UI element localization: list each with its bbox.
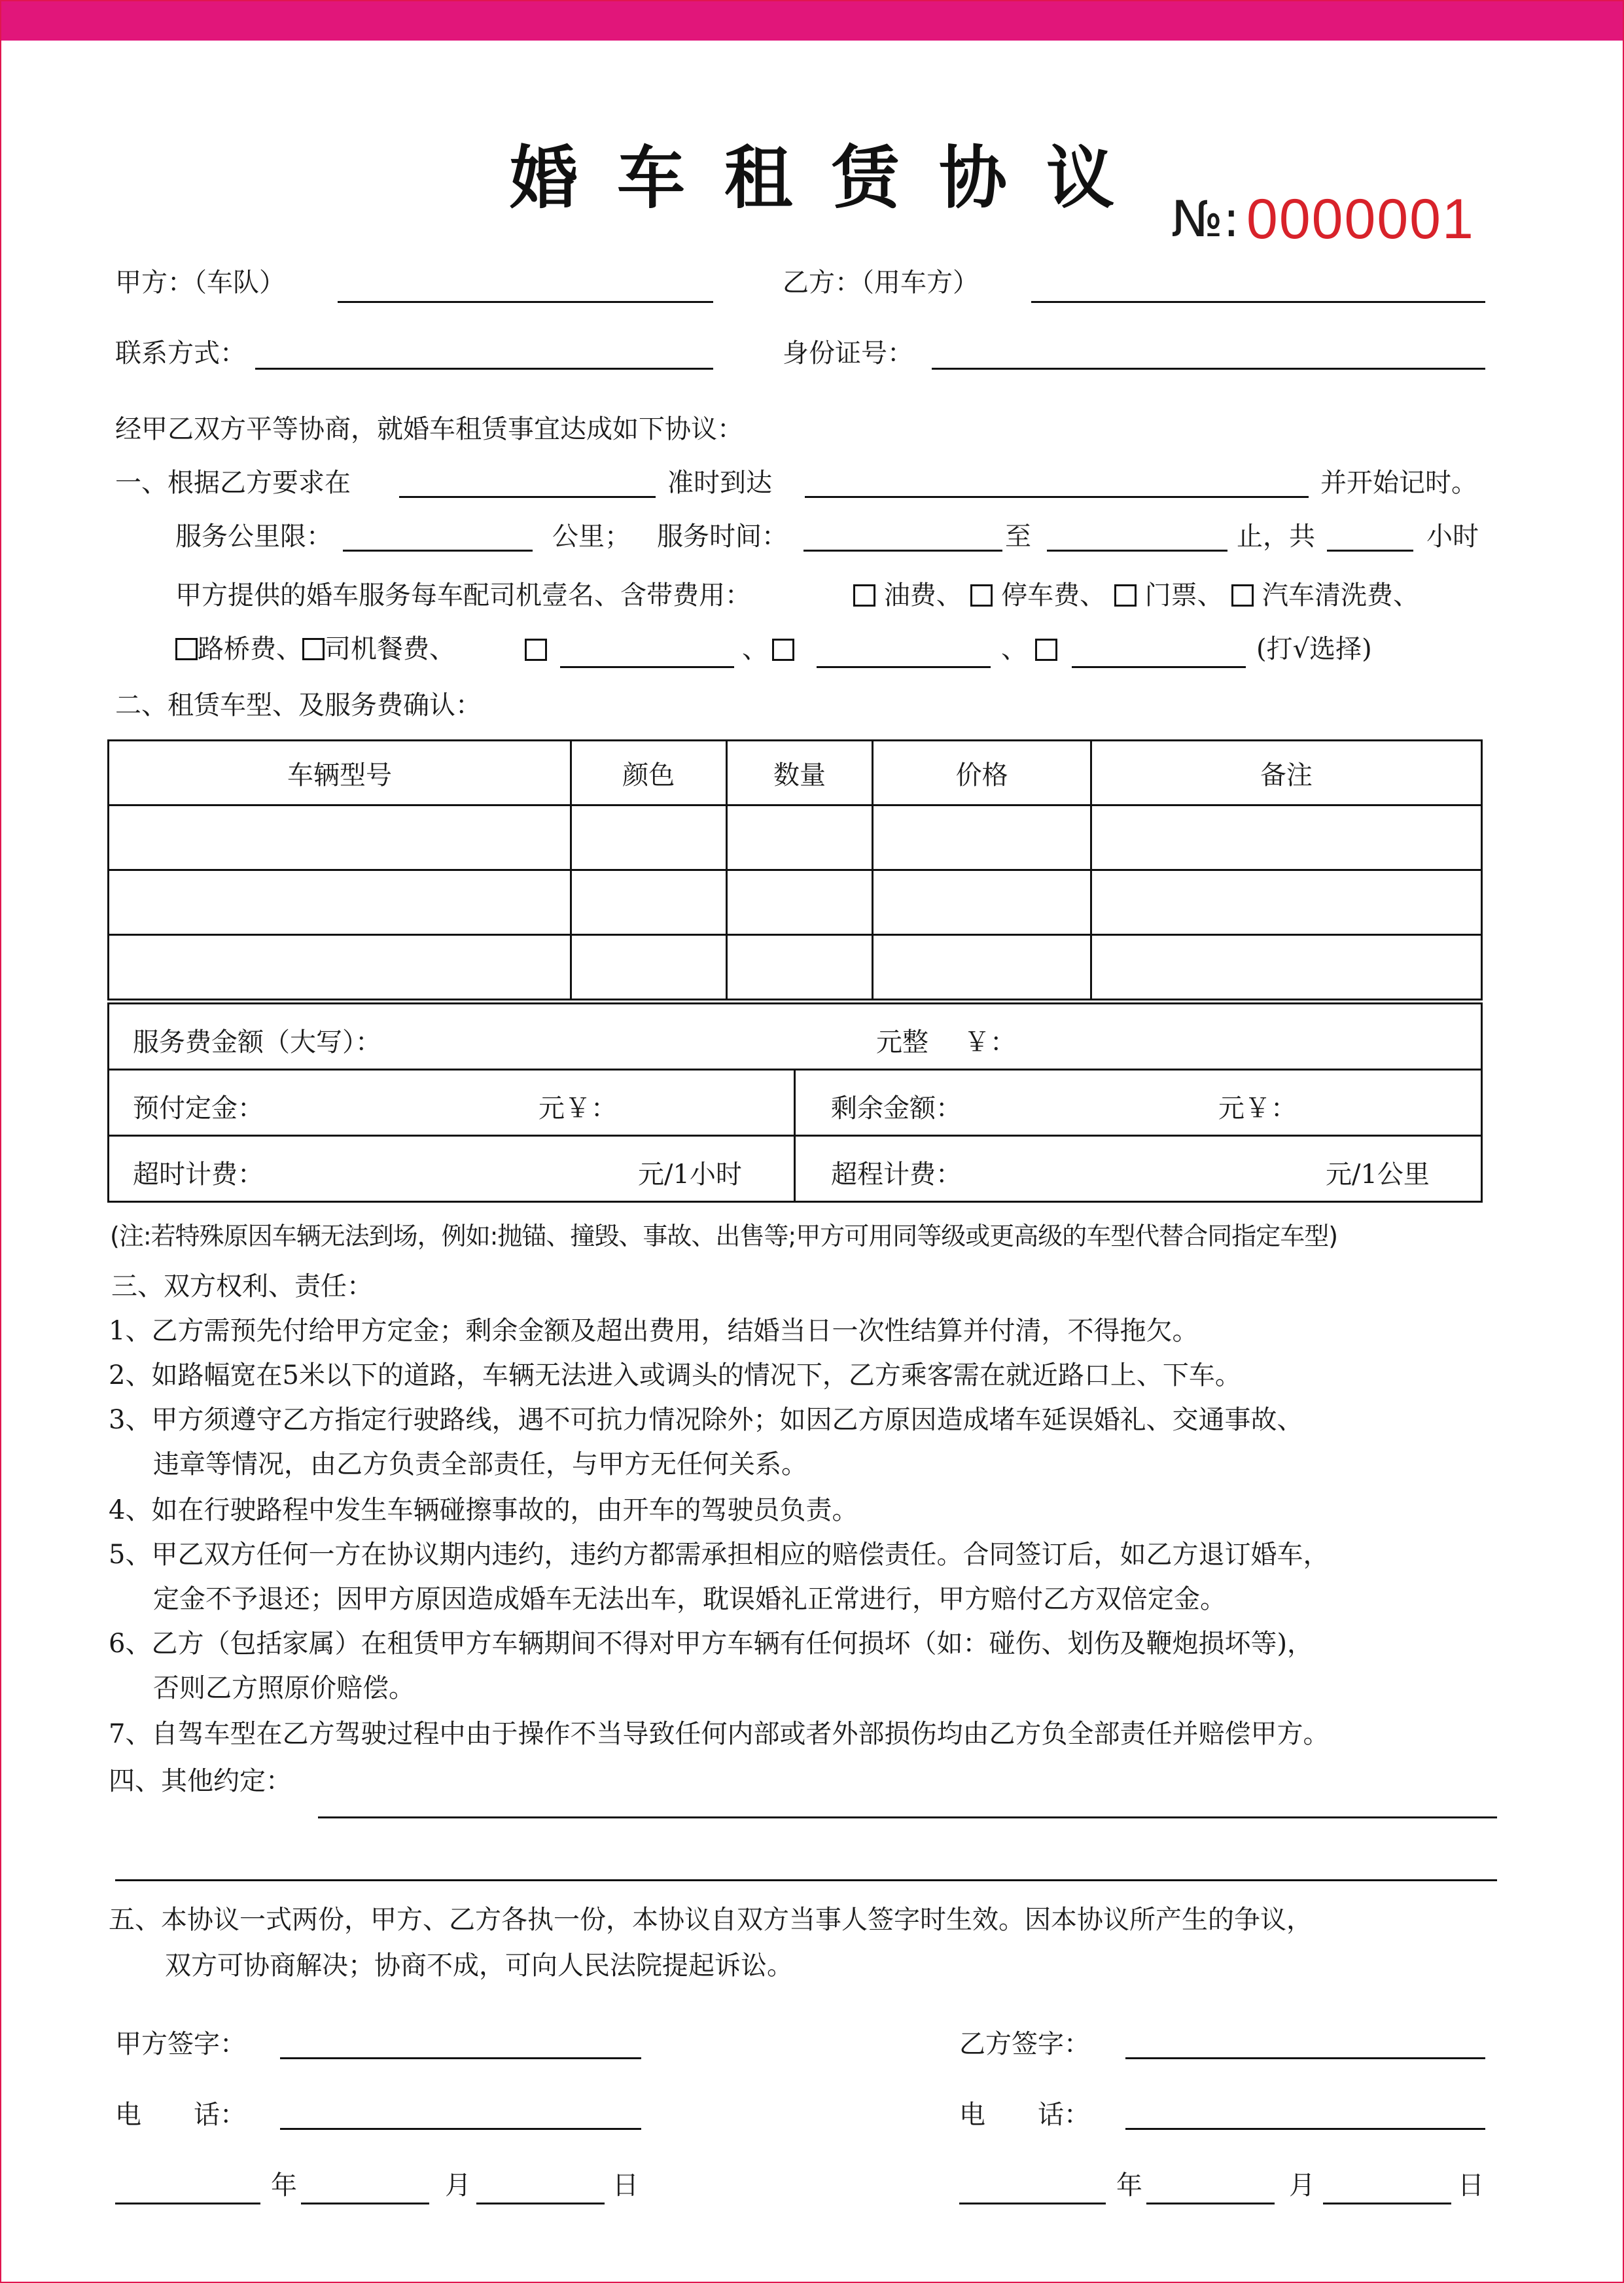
remaining-label: 剩余金额： bbox=[831, 1093, 962, 1124]
table-row bbox=[109, 935, 1482, 1000]
party-a-year-label: 年 bbox=[271, 2170, 297, 2201]
table-cell[interactable] bbox=[726, 935, 873, 1000]
table-cell[interactable] bbox=[1091, 935, 1481, 1000]
remaining-cell bbox=[794, 1069, 1483, 1137]
s1-line2-c: 服务时间： bbox=[657, 522, 788, 552]
table-cell[interactable] bbox=[726, 805, 873, 870]
fee-options bbox=[853, 580, 1419, 611]
custom-fee-1-field[interactable] bbox=[560, 666, 734, 668]
ticket-label: 门票、 bbox=[1144, 580, 1224, 611]
party-b-year-label: 年 bbox=[1116, 2170, 1142, 2201]
service-start-field[interactable] bbox=[803, 550, 1002, 552]
party-b-field[interactable] bbox=[1031, 301, 1485, 303]
overtime-label: 超时计费： bbox=[133, 1159, 264, 1190]
table-cell[interactable] bbox=[1091, 805, 1481, 870]
party-b-phone-label: 电 话： bbox=[959, 2100, 1090, 2130]
fuel-checkbox[interactable] bbox=[853, 584, 875, 607]
custom-fee-2-field[interactable] bbox=[817, 666, 991, 668]
party-b-month-field[interactable] bbox=[1146, 2203, 1275, 2204]
col-model: 车辆型号 bbox=[109, 741, 571, 805]
s1-line1-c: 并开始记时。 bbox=[1320, 468, 1477, 498]
pickup-location-field[interactable] bbox=[399, 496, 656, 498]
party-b-month-label: 月 bbox=[1289, 2170, 1315, 2201]
party-b-phone-field[interactable] bbox=[1125, 2128, 1485, 2130]
party-a-sign-field[interactable] bbox=[280, 2057, 641, 2059]
choose-hint: (打√选择) bbox=[1256, 634, 1372, 664]
page-title: 婚车租赁协议 bbox=[509, 137, 1154, 218]
carwash-checkbox[interactable] bbox=[1231, 584, 1254, 607]
s1-line2-f: 小时 bbox=[1426, 522, 1479, 552]
other-terms-line-1[interactable] bbox=[318, 1816, 1497, 1818]
km-limit-field[interactable] bbox=[343, 550, 533, 552]
party-a-day-label: 日 bbox=[612, 2170, 639, 2201]
intro-text: 经甲乙双方平等协商，就婚车租赁事宜达成如下协议： bbox=[115, 414, 743, 444]
table-cell[interactable] bbox=[873, 870, 1091, 935]
other-terms-line-2[interactable] bbox=[115, 1879, 1497, 1881]
table-cell[interactable] bbox=[109, 935, 571, 1000]
fee-total-row bbox=[107, 1002, 1483, 1071]
col-color: 颜色 bbox=[571, 741, 726, 805]
sep-1: 、 bbox=[742, 634, 768, 664]
ticket-checkbox[interactable] bbox=[1114, 584, 1137, 607]
custom-fee-1-checkbox[interactable] bbox=[525, 639, 547, 661]
table-cell[interactable] bbox=[873, 805, 1091, 870]
s1-line1-a: 一、根据乙方要求在 bbox=[115, 468, 351, 498]
fee-total-unit: 元整 bbox=[876, 1027, 928, 1057]
s3-heading: 三、双方权利、责任： bbox=[111, 1271, 373, 1301]
col-price: 价格 bbox=[873, 741, 1091, 805]
contact-field[interactable] bbox=[255, 368, 713, 370]
s3-item-4: 4、如在行驶路程中发生车辆碰擦事故的，由开车的驾驶员负责。 bbox=[109, 1495, 858, 1525]
driver-meal-checkbox[interactable] bbox=[302, 638, 325, 660]
fee-total-label: 服务费金额（大写）： bbox=[133, 1027, 381, 1057]
overtime-cell bbox=[107, 1135, 796, 1203]
fee-total-yen: ￥： bbox=[964, 1027, 1016, 1057]
hours-field[interactable] bbox=[1327, 550, 1413, 552]
party-b-year-field[interactable] bbox=[959, 2203, 1106, 2204]
table-cell[interactable] bbox=[571, 805, 726, 870]
fuel-label: 油费、 bbox=[883, 580, 962, 611]
col-remarks: 备注 bbox=[1091, 741, 1481, 805]
party-b-label: 乙方：（用车方） bbox=[783, 268, 979, 298]
s3-item-7: 7、自驾车型在乙方驾驶过程中由于操作不当导致任何内部或者外部损伤均由乙方负全部责任并赔偿甲方。 bbox=[109, 1719, 1330, 1749]
s3-item-3-cont: 违章等情况，由乙方负责全部责任，与甲方无任何关系。 bbox=[153, 1449, 807, 1479]
s1-line2-b: 公里； bbox=[552, 522, 631, 552]
party-a-label: 甲方：（车队） bbox=[115, 268, 285, 298]
sep-2: 、 bbox=[1001, 634, 1027, 664]
s1-line2-e: 止，共 bbox=[1237, 522, 1315, 552]
table-cell[interactable] bbox=[873, 935, 1091, 1000]
overdistance-unit: 元/1公里 bbox=[1326, 1159, 1430, 1190]
table-cell[interactable] bbox=[1091, 870, 1481, 935]
custom-fee-3-field[interactable] bbox=[1072, 666, 1246, 668]
party-a-day-field[interactable] bbox=[476, 2203, 605, 2204]
party-a-phone-field[interactable] bbox=[280, 2128, 641, 2130]
party-a-phone-label: 电 话： bbox=[115, 2100, 246, 2130]
custom-fee-3-checkbox[interactable] bbox=[1035, 639, 1057, 661]
service-end-field[interactable] bbox=[1047, 550, 1227, 552]
fee-options-row2 bbox=[175, 633, 455, 665]
toll-checkbox[interactable] bbox=[175, 638, 198, 660]
arrival-time-field[interactable] bbox=[805, 496, 1309, 498]
party-a-month-field[interactable] bbox=[301, 2203, 429, 2204]
vehicle-table bbox=[107, 739, 1483, 1000]
table-row bbox=[109, 805, 1482, 870]
s1-line3-text: 甲方提供的婚车服务每车配司机壹名、含带费用： bbox=[175, 580, 751, 611]
party-a-field[interactable] bbox=[338, 301, 713, 303]
overtime-unit: 元/1小时 bbox=[638, 1159, 742, 1190]
parking-label: 停车费、 bbox=[1001, 580, 1106, 611]
col-quantity: 数量 bbox=[726, 741, 873, 805]
s3-item-5-cont: 定金不予退还；因甲方原因造成婚车无法出车，耽误婚礼正常进行，甲方赔付乙方双倍定金。 bbox=[153, 1584, 1226, 1614]
party-b-sign-field[interactable] bbox=[1125, 2057, 1485, 2059]
serial-number: 0000001 bbox=[1246, 188, 1475, 251]
s5-line-1: 五、本协议一式两份，甲方、乙方各执一份，本协议自双方当事人签字时生效。因本协议所产生的争议， bbox=[109, 1905, 1313, 1935]
table-cell[interactable] bbox=[571, 935, 726, 1000]
s4-heading: 四、其他约定： bbox=[109, 1766, 292, 1796]
deposit-unit: 元￥： bbox=[538, 1093, 617, 1124]
vehicle-table-header bbox=[109, 741, 1482, 805]
contact-label: 联系方式： bbox=[115, 338, 246, 368]
s5-line-2: 双方可协商解决；协商不成，可向人民法院提起诉讼。 bbox=[165, 1951, 793, 1981]
driver-meal-label: 司机餐费、 bbox=[325, 634, 455, 664]
s3-item-3: 3、甲方须遵守乙方指定行驶路线，遇不可抗力情况除外；如因乙方原因造成堵车延误婚礼、交通事故、 bbox=[109, 1405, 1303, 1435]
party-a-year-field[interactable] bbox=[115, 2203, 260, 2204]
table-cell[interactable] bbox=[109, 870, 571, 935]
s3-item-1: 1、乙方需预先付给甲方定金；剩余金额及超出费用，结婚当日一次性结算并付清，不得拖欠。 bbox=[109, 1316, 1199, 1346]
party-b-day-label: 日 bbox=[1458, 2170, 1484, 2201]
s2-heading: 二、租赁车型、及服务费确认： bbox=[115, 690, 482, 720]
s3-item-2: 2、如路幅宽在5米以下的道路，车辆无法进入或调头的情况下，乙方乘客需在就近路口上、下车。 bbox=[109, 1360, 1241, 1390]
deposit-label: 预付定金： bbox=[133, 1093, 264, 1124]
s1-line2-a: 服务公里限： bbox=[175, 522, 332, 552]
id-number-field[interactable] bbox=[932, 368, 1485, 370]
toll-label: 路桥费、 bbox=[198, 634, 302, 664]
id-number-label: 身份证号： bbox=[783, 338, 913, 368]
serial-number-label: №: bbox=[1171, 190, 1240, 248]
table-cell[interactable] bbox=[571, 870, 726, 935]
table-cell[interactable] bbox=[109, 805, 571, 870]
remaining-unit: 元￥： bbox=[1218, 1093, 1297, 1124]
s3-item-6: 6、乙方（包括家属）在租赁甲方车辆期间不得对甲方车辆有任何损坏（如：碰伤、划伤及鞭炮损坏等)， bbox=[109, 1629, 1314, 1659]
party-a-sign-label: 甲方签字： bbox=[115, 2029, 246, 2059]
deposit-cell bbox=[107, 1069, 796, 1137]
overdistance-label: 超程计费： bbox=[831, 1159, 962, 1190]
carwash-label: 汽车清洗费、 bbox=[1262, 580, 1420, 611]
parking-checkbox[interactable] bbox=[970, 584, 993, 607]
s3-item-6-cont: 否则乙方照原价赔偿。 bbox=[153, 1673, 415, 1703]
party-b-day-field[interactable] bbox=[1323, 2203, 1451, 2204]
table-row bbox=[109, 870, 1482, 935]
table-note: (注:若特殊原因车辆无法到场，例如:抛锚、撞毁、事故、出售等;甲方可用同等级或更高级的车型代替合同指定车型) bbox=[110, 1222, 1338, 1250]
party-a-month-label: 月 bbox=[445, 2170, 471, 2201]
table-cell[interactable] bbox=[726, 870, 873, 935]
party-b-sign-label: 乙方签字： bbox=[959, 2029, 1090, 2059]
s1-line2-d: 至 bbox=[1005, 522, 1031, 552]
custom-fee-2-checkbox[interactable] bbox=[772, 639, 794, 661]
s3-item-5: 5、甲乙双方任何一方在协议期内违约，违约方都需承担相应的赔偿责任。合同签订后，如乙方退订婚车， bbox=[109, 1540, 1330, 1570]
s1-line1-b: 准时到达 bbox=[667, 468, 772, 498]
overdistance-cell bbox=[794, 1135, 1483, 1203]
